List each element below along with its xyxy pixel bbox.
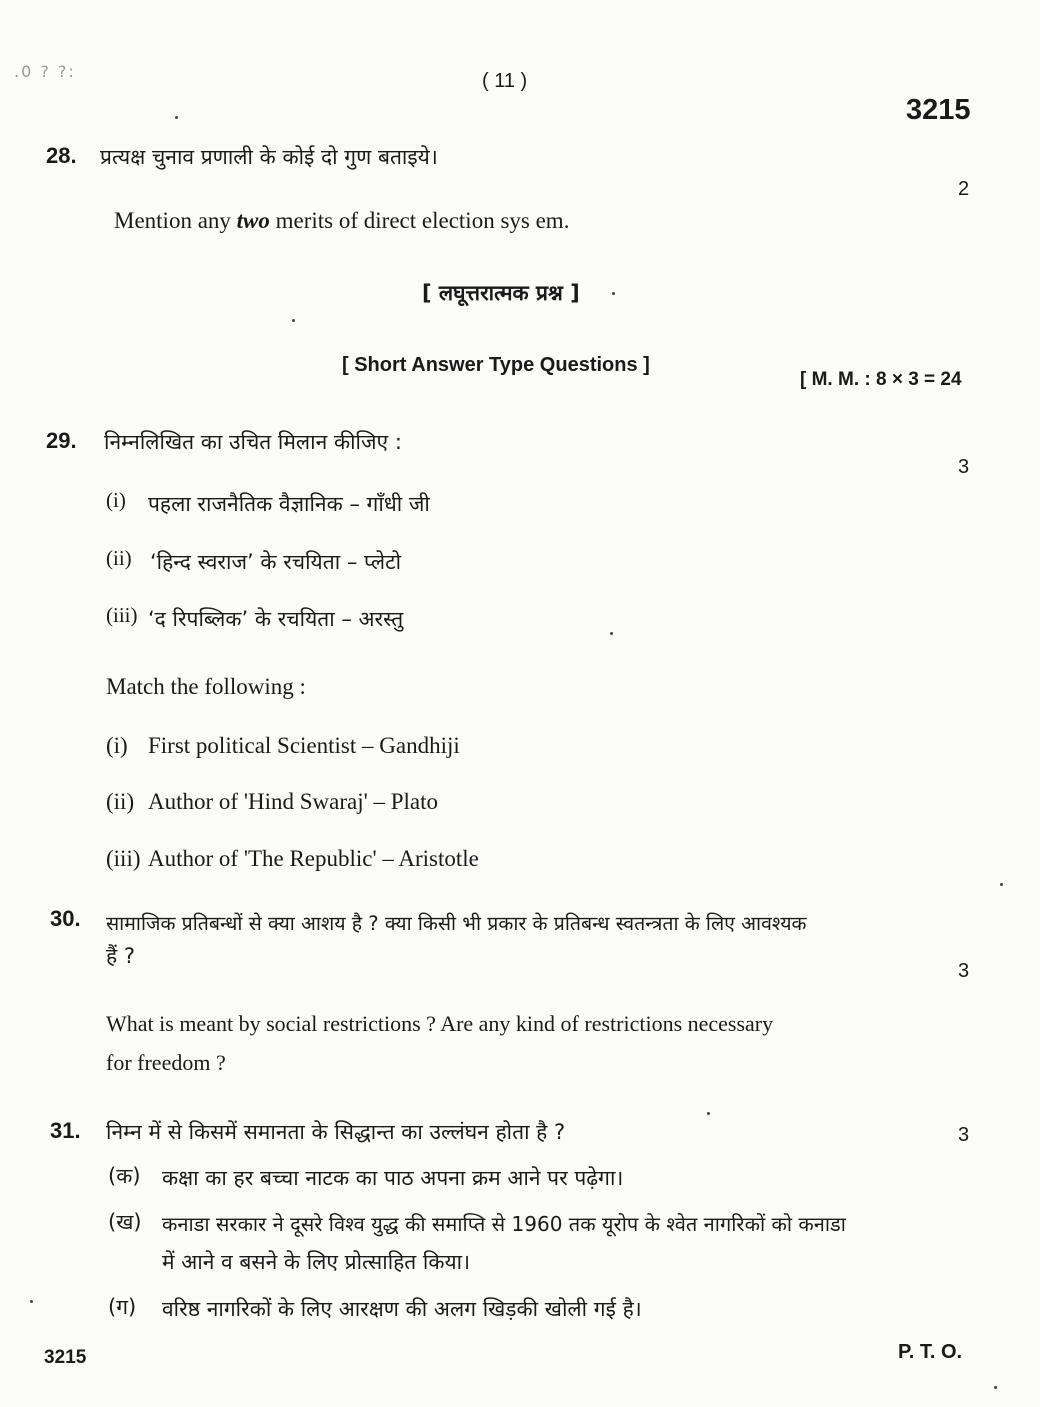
q29-hindi-item-3-label: (iii) bbox=[106, 603, 138, 627]
q28-hindi: प्रत्यक्ष चुनाव प्रणाली के कोई दो गुण बताइये। bbox=[100, 145, 438, 169]
q30-english-line1: What is meant by social restrictions ? Are any kind of restrictions necessary bbox=[106, 1011, 774, 1036]
q31-option-kha-line2: में आने व बसने के लिए प्रोत्साहित किया। bbox=[162, 1250, 471, 1274]
q30-number: 30. bbox=[50, 906, 81, 931]
q29-english-item-1-label: (i) bbox=[106, 733, 128, 758]
scan-speck bbox=[292, 319, 295, 322]
q31-option-ka-label: (क) bbox=[108, 1164, 141, 1188]
scan-speck bbox=[707, 1112, 710, 1115]
q30-english-line2: for freedom ? bbox=[106, 1050, 226, 1075]
q29-hindi-item-1: पहला राजनैतिक वैज्ञानिक – गाँधी जी bbox=[148, 492, 430, 516]
scan-speck bbox=[30, 1300, 33, 1303]
paper-code-top: 3215 bbox=[906, 94, 971, 126]
q29-english: Match the following : bbox=[106, 674, 306, 699]
q29-hindi-item-2: ‘हिन्द स्वराज’ के रचयिता – प्लेटो bbox=[150, 550, 402, 574]
q31-option-kha-line1: कनाडा सरकार ने दूसरे विश्व युद्ध की समाप्ति से 1960 तक यूरोप के श्वेत नागरिकों को कनाडा bbox=[162, 1212, 846, 1236]
q28-english bbox=[114, 208, 569, 234]
q29-hindi-item-2-label: (ii) bbox=[106, 546, 132, 570]
q31-number: 31. bbox=[50, 1118, 81, 1143]
q28-english-bold: two bbox=[236, 208, 270, 233]
q30-hindi-line2: हैं ? bbox=[106, 944, 135, 968]
scan-smudge: .0 ? ?: bbox=[14, 62, 76, 81]
pto-label: P. T. O. bbox=[898, 1341, 963, 1363]
section-english: [ Short Answer Type Questions ] bbox=[342, 354, 650, 376]
q28-english-pre: Mention any bbox=[114, 208, 237, 233]
section-hindi: [ लघूत्तरात्मक प्रश्न ] bbox=[422, 281, 580, 305]
q29-english-item-2-label: (ii) bbox=[106, 789, 135, 814]
scan-speck bbox=[175, 116, 178, 119]
q29-english-item-3: Author of 'The Republic' – Aristotle bbox=[148, 846, 479, 871]
q29-marks: 3 bbox=[958, 456, 970, 478]
q31-option-ka: कक्षा का हर बच्चा नाटक का पाठ अपना क्रम आने पर पढ़ेगा। bbox=[162, 1166, 624, 1190]
scan-speck bbox=[612, 292, 615, 295]
q31-hindi: निम्न में से किसमें समानता के सिद्धान्त का उल्लंघन होता है ? bbox=[106, 1120, 566, 1144]
q29-hindi-item-1-label: (i) bbox=[106, 488, 126, 512]
q29-hindi: निम्नलिखित का उचित मिलान कीजिए : bbox=[104, 430, 402, 454]
max-marks: [ M. M. : 8 × 3 = 24 bbox=[800, 369, 962, 390]
q28-number: 28. bbox=[46, 143, 77, 168]
q28-english-post: merits of direct election sys em. bbox=[269, 208, 570, 233]
scan-speck bbox=[610, 632, 613, 635]
q28-marks: 2 bbox=[958, 178, 970, 200]
q31-option-ga-label: (ग) bbox=[108, 1295, 137, 1319]
paper-code-bottom: 3215 bbox=[44, 1347, 87, 1368]
q29-hindi-item-3: ‘द रिपब्लिक’ के रचयिता – अरस्तु bbox=[148, 607, 404, 631]
scan-speck bbox=[1000, 883, 1003, 886]
q29-english-item-1: First political Scientist – Gandhiji bbox=[148, 733, 460, 758]
q30-hindi-line1: सामाजिक प्रतिबन्धों से क्या आशय है ? क्या किसी भी प्रकार के प्रतिबन्ध स्वतन्त्रता के लिए आवश्यक bbox=[106, 912, 807, 935]
q29-english-item-2: Author of 'Hind Swaraj' – Plato bbox=[148, 789, 439, 814]
page-number: ( 11 ) bbox=[482, 70, 528, 92]
q31-option-ga: वरिष्ठ नागरिकों के लिए आरक्षण की अलग खिड़की खोली गई है। bbox=[162, 1297, 642, 1321]
q31-marks: 3 bbox=[958, 1124, 970, 1146]
q29-number: 29. bbox=[46, 428, 77, 453]
q31-option-kha-label: (ख) bbox=[108, 1210, 142, 1234]
q29-english-item-3-label: (iii) bbox=[106, 846, 141, 871]
q30-marks: 3 bbox=[958, 960, 970, 982]
scan-speck bbox=[994, 1386, 997, 1389]
